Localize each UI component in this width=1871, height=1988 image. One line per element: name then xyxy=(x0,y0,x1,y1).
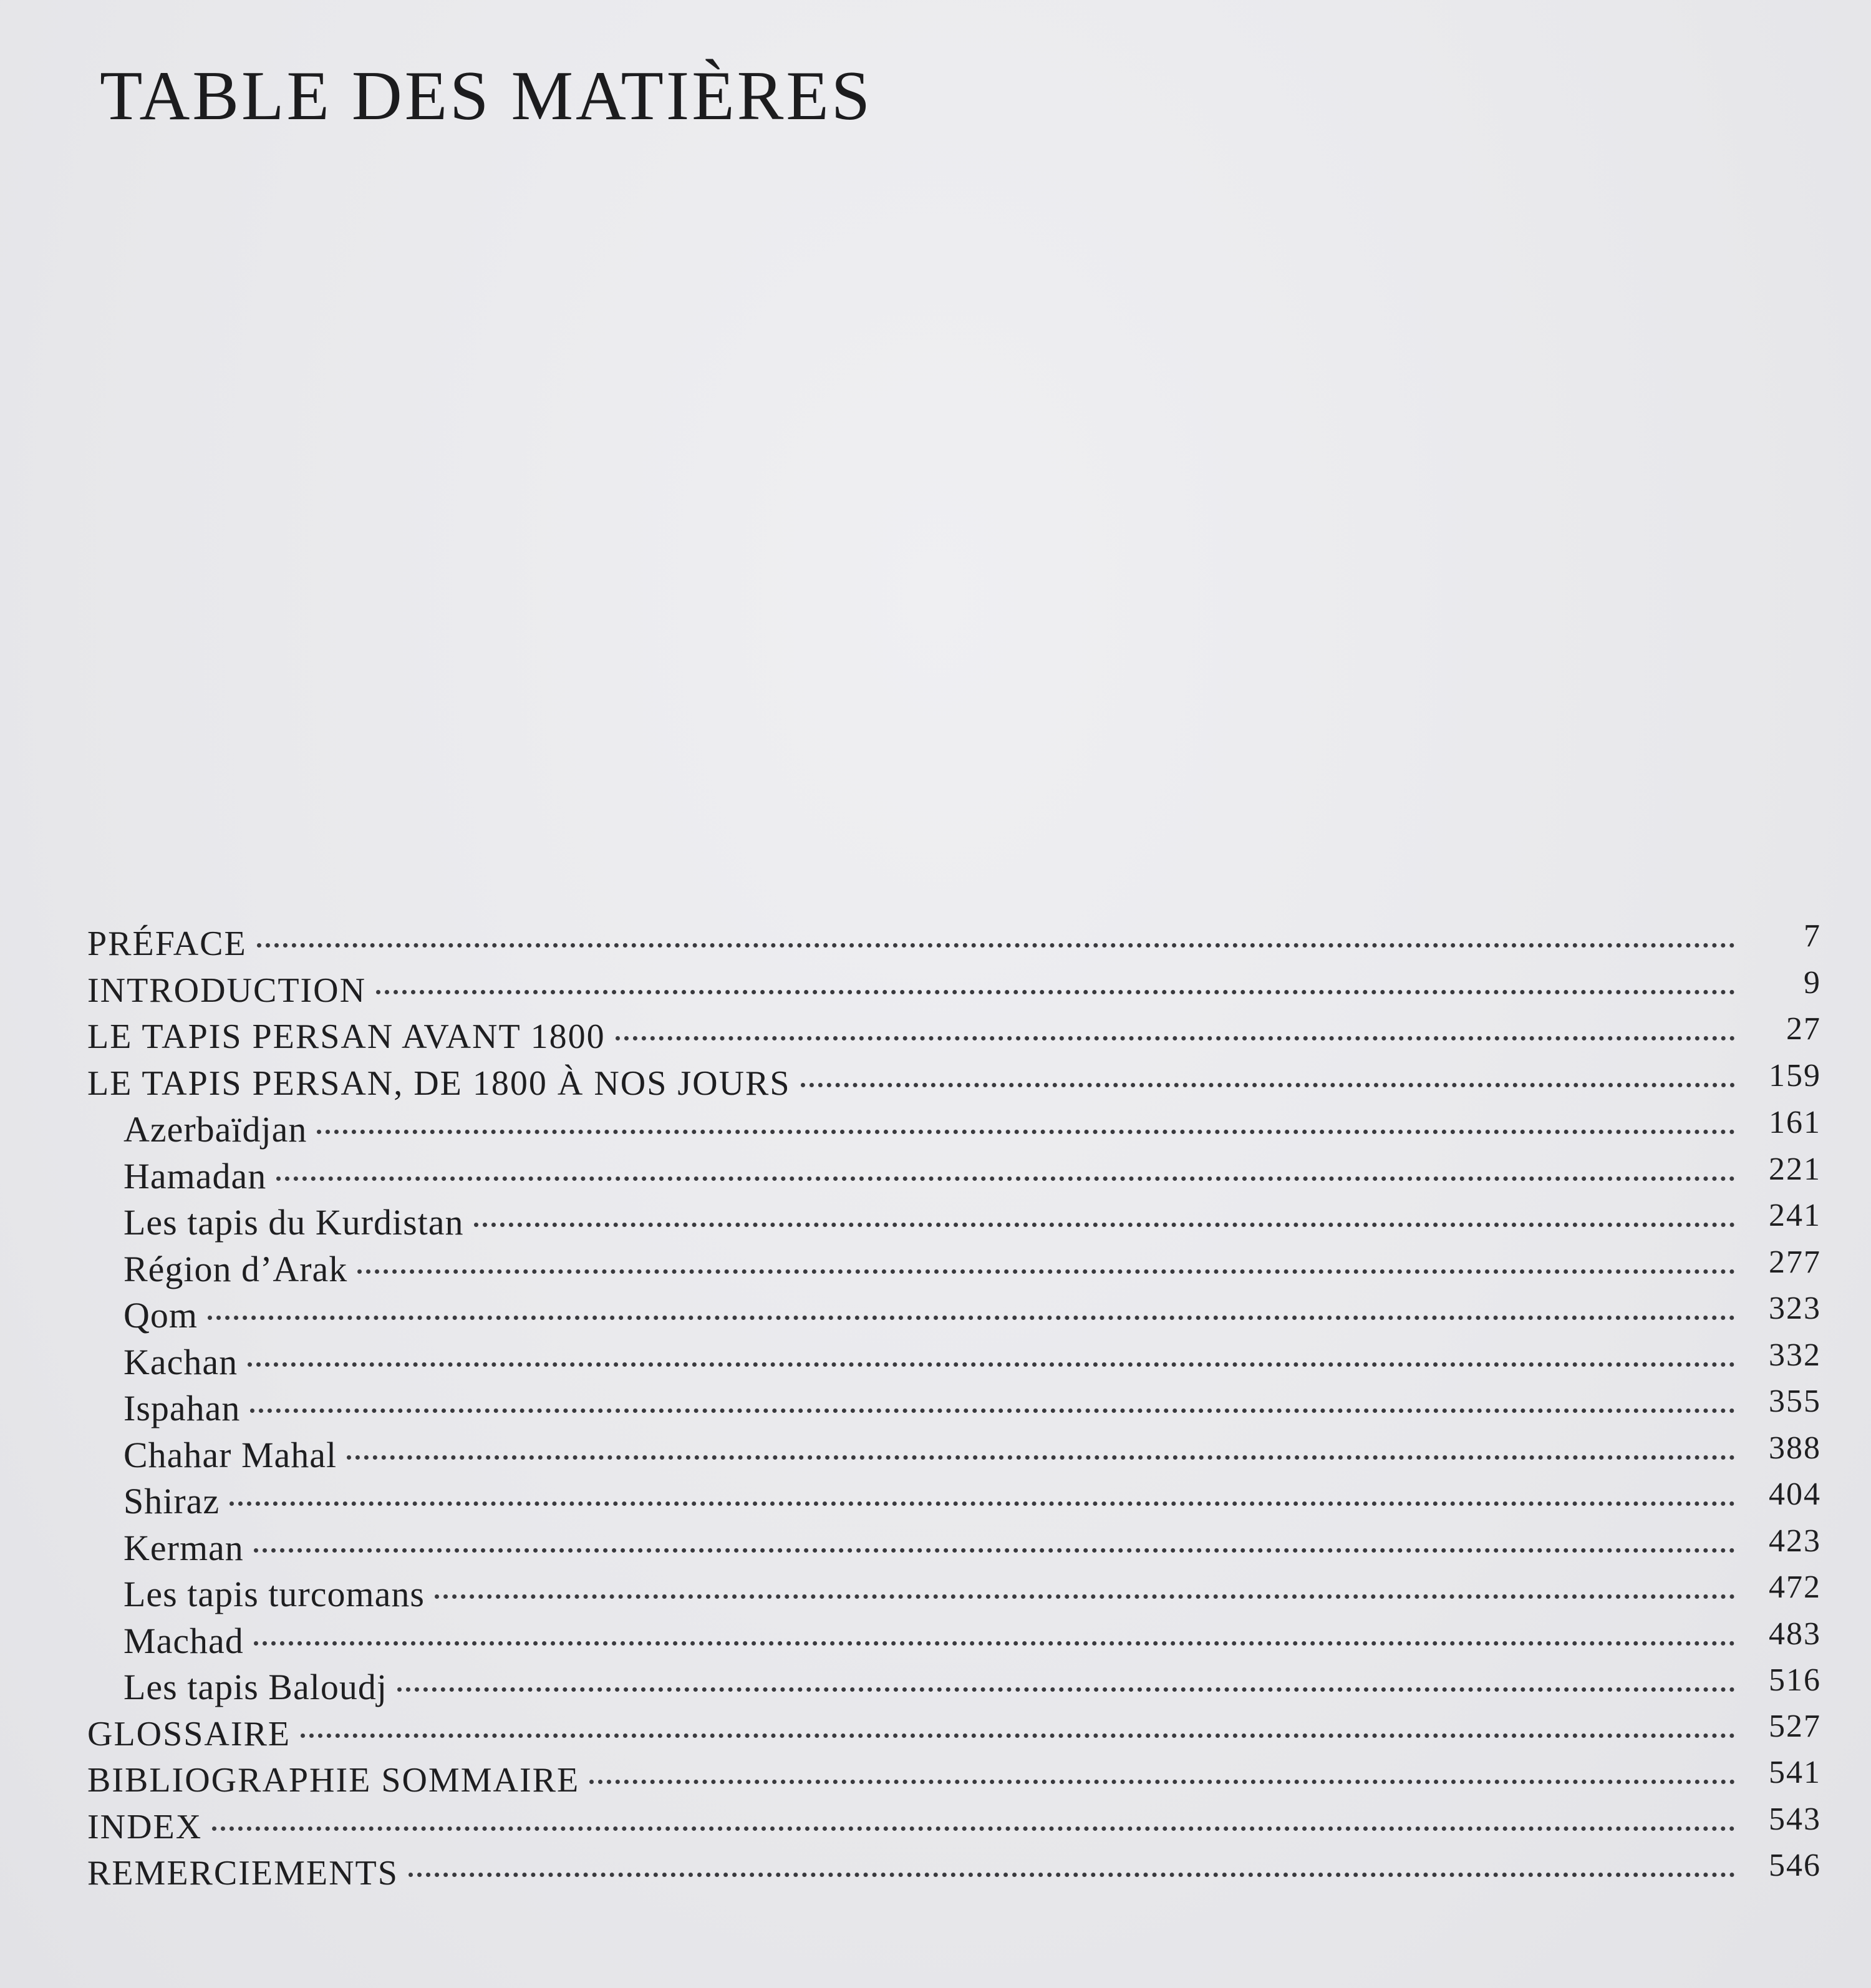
toc-entry-page: 332 xyxy=(1769,1339,1821,1373)
dot-leader xyxy=(250,1409,1735,1413)
toc-entry xyxy=(87,1107,1821,1153)
dot-leader xyxy=(254,1548,1735,1553)
dot-leader xyxy=(616,1036,1735,1040)
dot-leader xyxy=(409,1873,1735,1877)
toc-entry xyxy=(87,1153,1821,1200)
toc-entry-label: LE TAPIS PERSAN, DE 1800 À NOS JOURS xyxy=(87,1064,791,1103)
toc-entry xyxy=(87,1292,1821,1339)
toc-entry xyxy=(87,1850,1821,1897)
dot-leader xyxy=(435,1594,1735,1599)
dot-leader xyxy=(801,1083,1735,1087)
toc-entry-label: INDEX xyxy=(87,1807,203,1846)
toc-entry-label: Shiraz xyxy=(123,1481,220,1521)
toc-entry-page: 9 xyxy=(1804,967,1821,1001)
dot-leader xyxy=(276,1176,1735,1181)
toc-entry-label: Kerman xyxy=(123,1527,244,1568)
toc-entry-page: 483 xyxy=(1769,1617,1821,1652)
dot-leader xyxy=(376,990,1735,994)
toc-entry-page: 161 xyxy=(1769,1107,1821,1140)
toc-entry-label: Ispahan xyxy=(123,1388,241,1428)
toc-entry xyxy=(87,1246,1821,1293)
toc-entry xyxy=(87,1525,1821,1572)
toc-entry-page: 527 xyxy=(1769,1710,1821,1744)
toc-entry-page: 221 xyxy=(1769,1153,1821,1187)
toc-entry-label: PRÉFACE xyxy=(87,924,247,963)
toc-entry xyxy=(87,1618,1821,1665)
toc-entry-label: REMERCIEMENTS xyxy=(87,1854,399,1893)
toc-entry xyxy=(87,1014,1821,1060)
dot-leader xyxy=(474,1223,1735,1227)
toc-entry-page: 472 xyxy=(1769,1571,1821,1605)
dot-leader xyxy=(317,1130,1735,1134)
toc-entry-page: 7 xyxy=(1804,921,1821,954)
dot-leader xyxy=(257,943,1735,948)
toc-entry xyxy=(87,921,1821,967)
toc-entry-page: 404 xyxy=(1769,1478,1821,1512)
toc-entry-label: Hamadan xyxy=(123,1155,267,1196)
toc-entry-label: Kachan xyxy=(123,1341,238,1382)
dot-leader xyxy=(589,1780,1735,1784)
dot-leader xyxy=(357,1269,1735,1274)
toc-entry xyxy=(87,1200,1821,1246)
toc-entry-label: Machad xyxy=(123,1620,244,1661)
toc-entry-page: 241 xyxy=(1769,1200,1821,1233)
toc-entry xyxy=(87,1804,1821,1851)
dot-leader xyxy=(208,1316,1735,1320)
dot-leader xyxy=(301,1733,1735,1738)
toc-entry-label: Les tapis turcomans xyxy=(123,1574,425,1614)
toc-entry-label: Chahar Mahal xyxy=(123,1434,337,1475)
toc-entry xyxy=(87,1385,1821,1432)
toc-entry-page: 546 xyxy=(1769,1850,1821,1883)
toc-entry-label: Les tapis Baloudj xyxy=(123,1667,387,1707)
table-of-contents xyxy=(87,921,1821,1897)
toc-entry-page: 27 xyxy=(1786,1014,1821,1047)
toc-entry-page: 516 xyxy=(1769,1664,1821,1698)
dot-leader xyxy=(212,1826,1735,1831)
toc-entry-label: BIBLIOGRAPHIE SOMMAIRE xyxy=(87,1761,580,1800)
toc-entry-label: Azerbaïdjan xyxy=(123,1109,307,1150)
toc-entry-label: LE TAPIS PERSAN AVANT 1800 xyxy=(87,1017,606,1056)
toc-entry xyxy=(87,1060,1821,1107)
toc-entry-label: Qom xyxy=(123,1295,198,1336)
toc-entry xyxy=(87,1711,1821,1758)
toc-entry xyxy=(87,967,1821,1014)
toc-entry xyxy=(87,1571,1821,1618)
toc-entry xyxy=(87,1478,1821,1525)
toc-entry-label: Les tapis du Kurdistan xyxy=(123,1202,464,1243)
toc-entry-label: INTRODUCTION xyxy=(87,971,367,1010)
toc-entry xyxy=(87,1432,1821,1479)
toc-entry-page: 423 xyxy=(1769,1525,1821,1559)
toc-entry-page: 277 xyxy=(1769,1246,1821,1280)
toc-entry-page: 323 xyxy=(1769,1292,1821,1326)
page-title: TABLE DES MATIÈRES xyxy=(100,57,873,135)
toc-entry-page: 355 xyxy=(1769,1385,1821,1419)
toc-entry-page: 159 xyxy=(1769,1060,1821,1093)
toc-entry-page: 543 xyxy=(1769,1803,1821,1837)
dot-leader xyxy=(254,1641,1735,1646)
toc-entry xyxy=(87,1757,1821,1804)
dot-leader xyxy=(248,1362,1735,1367)
toc-entry xyxy=(87,1664,1821,1711)
toc-entry-page: 541 xyxy=(1769,1757,1821,1790)
toc-entry xyxy=(87,1339,1821,1386)
toc-entry-label: Région d’Arak xyxy=(123,1248,348,1289)
dot-leader xyxy=(397,1687,1735,1692)
toc-entry-label: GLOSSAIRE xyxy=(87,1714,291,1753)
dot-leader xyxy=(347,1455,1735,1460)
toc-entry-page: 388 xyxy=(1769,1432,1821,1466)
dot-leader xyxy=(230,1501,1735,1506)
